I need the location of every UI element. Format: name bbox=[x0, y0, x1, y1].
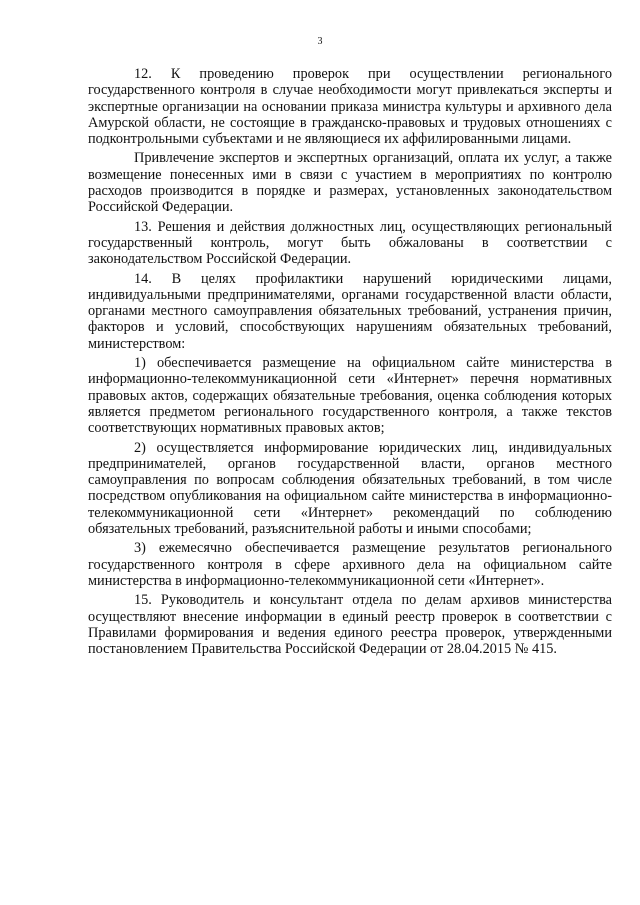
document-body bbox=[88, 66, 612, 657]
paragraph-15: 15. Руководитель и консультант отдела по делам архивов министерства осуществляют внесение информации в единый реестр проверок в соответствии с Правилами формирования и ведения единого реестра проверок, утвержденными постановлением Правительства Российской Федерации от 28.04.2015 № 415. bbox=[88, 592, 612, 658]
paragraph-14: 14. В целях профилактики нарушений юридическими лицами, индивидуальными предпринимателями, органами государственной власти области, органами местного самоуправления обязательных требований, устранения причин, факторов и условий, способствующих нарушениям обязательных требований, министерством: bbox=[88, 270, 612, 352]
list-item-2: 2) осуществляется информирование юридических лиц, индивидуальных предпринимателей, органов государственной власти, органов местного самоуправления по вопросам соблюдения обязательных требований, в том числе посредством опубликования на официальном сайте министерства в информационно-телекоммуникационной сети «Интернет» рекомендаций по соблюдению обязательных требований, разъяснительной работы и иными способами; bbox=[88, 439, 612, 538]
list-item-1: 1) обеспечивается размещение на официальном сайте министерства в информационно-телекоммуникационной сети «Интернет» перечня нормативных правовых актов, содержащих обязательные требования, оценка соблюдения которых является предметом регионального государственного контроля, а также текстов соответствующих нормативных правовых актов; bbox=[88, 355, 612, 437]
paragraph-12: 12. К проведению проверок при осуществлении регионального государственного контроля в случае необходимости могут привлекаться эксперты и экспертные организации на основании приказа министра культуры и архивного дела Амурской области, не состоящие в гражданско-правовых и трудовых отношениях с подконтрольными субъектами и не являющиеся их аффилированными лицами. bbox=[88, 66, 612, 148]
page-number: 3 bbox=[317, 36, 323, 47]
list-item-3: 3) ежемесячно обеспечивается размещение результатов регионального государственного контроля в сфере архивного дела на официальном сайте министерства в информационно-телекоммуникационной сети «Интернет». bbox=[88, 540, 612, 589]
paragraph-13: 13. Решения и действия должностных лиц, осуществляющих региональный государственный контроль, могут быть обжалованы в соответствии с законодательством Российской Федерации. bbox=[88, 218, 612, 268]
paragraph-experts-payment: Привлечение экспертов и экспертных организаций, оплата их услуг, а также возмещение понесенных ими в связи с участием в мероприятиях по контролю расходов производится в порядке и размерах, установленных законодательством Российской Федерации. bbox=[88, 150, 612, 216]
